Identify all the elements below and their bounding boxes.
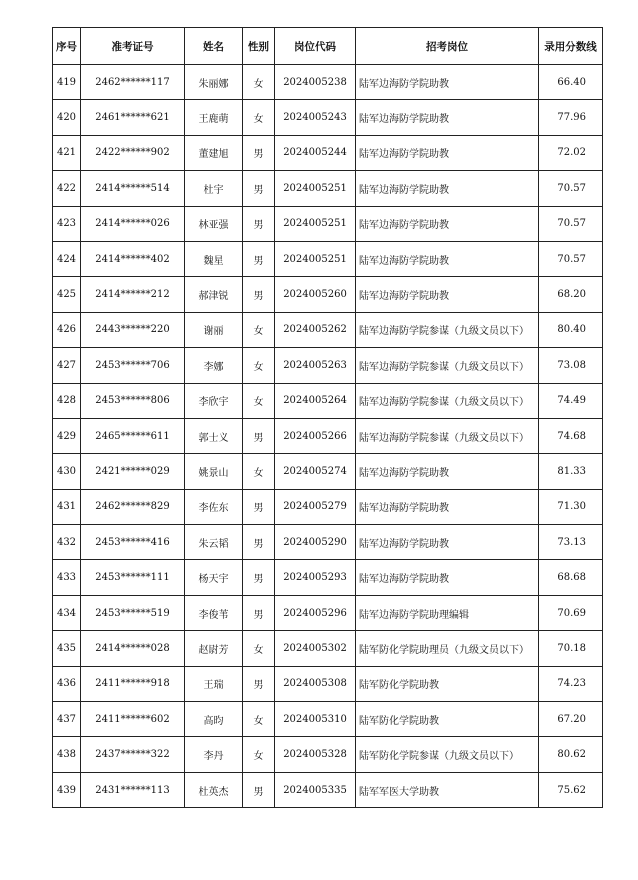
header-ticket: 准考证号 (81, 28, 185, 65)
cell-position: 陆军边海防学院助教 (356, 135, 539, 170)
cell-code: 2024005244 (275, 135, 356, 170)
cell-code: 2024005251 (275, 241, 356, 276)
cell-gender: 男 (243, 135, 275, 170)
cell-position: 陆军军医大学助教 (356, 772, 539, 807)
cell-name: 林亚强 (185, 206, 243, 241)
table-row (53, 65, 603, 100)
cell-seq: 423 (53, 206, 81, 241)
cell-code: 2024005335 (275, 772, 356, 807)
cell-name: 李俊苇 (185, 595, 243, 630)
header-gender: 性别 (243, 28, 275, 65)
cell-seq: 428 (53, 383, 81, 418)
cell-position: 陆军边海防学院参谋（九级文员以下） (356, 348, 539, 383)
cell-ticket: 2411******918 (81, 666, 185, 701)
cell-ticket: 2465******611 (81, 418, 185, 453)
cell-score: 73.13 (539, 525, 603, 560)
table-header-row (53, 28, 603, 65)
cell-code: 2024005328 (275, 737, 356, 772)
cell-gender: 女 (243, 312, 275, 347)
cell-seq: 421 (53, 135, 81, 170)
table-row (53, 631, 603, 666)
table-row (53, 560, 603, 595)
cell-position: 陆军防化学院参谋（九级文员以下） (356, 737, 539, 772)
cell-gender: 男 (243, 772, 275, 807)
cell-name: 董建旭 (185, 135, 243, 170)
cell-ticket: 2443******220 (81, 312, 185, 347)
table-row (53, 383, 603, 418)
cell-gender: 女 (243, 65, 275, 100)
cell-code: 2024005262 (275, 312, 356, 347)
cell-name: 杜英杰 (185, 772, 243, 807)
cell-name: 赵尉芳 (185, 631, 243, 666)
cell-code: 2024005251 (275, 171, 356, 206)
cell-position: 陆军边海防学院助教 (356, 454, 539, 489)
header-code: 岗位代码 (275, 28, 356, 65)
cell-position: 陆军边海防学院参谋（九级文员以下） (356, 418, 539, 453)
cell-seq: 439 (53, 772, 81, 807)
cell-seq: 429 (53, 418, 81, 453)
cell-seq: 424 (53, 241, 81, 276)
cell-gender: 女 (243, 702, 275, 737)
cell-name: 王瑞 (185, 666, 243, 701)
table-row (53, 595, 603, 630)
cell-ticket: 2453******111 (81, 560, 185, 595)
table-row (53, 772, 603, 807)
cell-name: 姚景山 (185, 454, 243, 489)
cell-score: 70.18 (539, 631, 603, 666)
cell-code: 2024005290 (275, 525, 356, 560)
cell-ticket: 2453******519 (81, 595, 185, 630)
cell-position: 陆军边海防学院参谋（九级文员以下） (356, 383, 539, 418)
cell-ticket: 2453******416 (81, 525, 185, 560)
table-row (53, 171, 603, 206)
cell-position: 陆军防化学院助教 (356, 702, 539, 737)
cell-seq: 431 (53, 489, 81, 524)
cell-gender: 女 (243, 100, 275, 135)
cell-code: 2024005264 (275, 383, 356, 418)
cell-code: 2024005279 (275, 489, 356, 524)
table-row (53, 135, 603, 170)
cell-code: 2024005293 (275, 560, 356, 595)
table-row (53, 241, 603, 276)
cell-ticket: 2414******026 (81, 206, 185, 241)
cell-gender: 男 (243, 418, 275, 453)
cell-gender: 男 (243, 277, 275, 312)
cell-gender: 女 (243, 737, 275, 772)
table-row (53, 702, 603, 737)
cell-seq: 437 (53, 702, 81, 737)
cell-score: 80.62 (539, 737, 603, 772)
cell-name: 朱丽娜 (185, 65, 243, 100)
cell-gender: 女 (243, 454, 275, 489)
table-row (53, 206, 603, 241)
cell-position: 陆军边海防学院助教 (356, 100, 539, 135)
cell-score: 77.96 (539, 100, 603, 135)
cell-name: 朱云韬 (185, 525, 243, 560)
cell-code: 2024005251 (275, 206, 356, 241)
table-row (53, 666, 603, 701)
cell-ticket: 2421******029 (81, 454, 185, 489)
document-page (52, 27, 597, 808)
cell-gender: 男 (243, 171, 275, 206)
cell-code: 2024005296 (275, 595, 356, 630)
header-seq: 序号 (53, 28, 81, 65)
cell-seq: 422 (53, 171, 81, 206)
cell-ticket: 2414******212 (81, 277, 185, 312)
cell-ticket: 2461******621 (81, 100, 185, 135)
cell-position: 陆军边海防学院助教 (356, 241, 539, 276)
cell-position: 陆军边海防学院助教 (356, 277, 539, 312)
table-row (53, 348, 603, 383)
table-row (53, 489, 603, 524)
cell-score: 68.20 (539, 277, 603, 312)
cell-seq: 420 (53, 100, 81, 135)
cell-seq: 425 (53, 277, 81, 312)
cell-gender: 女 (243, 383, 275, 418)
cell-seq: 434 (53, 595, 81, 630)
cell-ticket: 2414******028 (81, 631, 185, 666)
cell-position: 陆军边海防学院助教 (356, 206, 539, 241)
cell-name: 魏星 (185, 241, 243, 276)
cell-ticket: 2437******322 (81, 737, 185, 772)
cell-name: 李丹 (185, 737, 243, 772)
cell-position: 陆军防化学院助教 (356, 666, 539, 701)
cell-code: 2024005274 (275, 454, 356, 489)
cell-code: 2024005260 (275, 277, 356, 312)
cell-position: 陆军边海防学院助教 (356, 525, 539, 560)
cell-code: 2024005308 (275, 666, 356, 701)
cell-position: 陆军边海防学院参谋（九级文员以下） (356, 312, 539, 347)
cell-seq: 426 (53, 312, 81, 347)
cell-position: 陆军边海防学院助教 (356, 489, 539, 524)
cell-gender: 女 (243, 631, 275, 666)
cell-score: 68.68 (539, 560, 603, 595)
cell-score: 73.08 (539, 348, 603, 383)
cell-score: 70.57 (539, 206, 603, 241)
cell-gender: 男 (243, 241, 275, 276)
cell-gender: 男 (243, 666, 275, 701)
cell-seq: 430 (53, 454, 81, 489)
cell-score: 71.30 (539, 489, 603, 524)
cell-code: 2024005266 (275, 418, 356, 453)
cell-ticket: 2431******113 (81, 772, 185, 807)
header-name: 姓名 (185, 28, 243, 65)
cell-seq: 438 (53, 737, 81, 772)
table-row (53, 277, 603, 312)
cell-gender: 女 (243, 348, 275, 383)
cell-name: 谢丽 (185, 312, 243, 347)
cell-position: 陆军边海防学院助理编辑 (356, 595, 539, 630)
cell-seq: 433 (53, 560, 81, 595)
cell-gender: 男 (243, 206, 275, 241)
cell-seq: 436 (53, 666, 81, 701)
cell-ticket: 2422******902 (81, 135, 185, 170)
cell-position: 陆军边海防学院助教 (356, 560, 539, 595)
cell-code: 2024005238 (275, 65, 356, 100)
cell-score: 74.49 (539, 383, 603, 418)
table-row (53, 100, 603, 135)
header-score: 录用分数线 (539, 28, 603, 65)
cell-name: 杨天宇 (185, 560, 243, 595)
cell-name: 高昀 (185, 702, 243, 737)
cell-ticket: 2414******402 (81, 241, 185, 276)
cell-score: 74.23 (539, 666, 603, 701)
cell-score: 80.40 (539, 312, 603, 347)
cell-gender: 男 (243, 525, 275, 560)
cell-name: 李娜 (185, 348, 243, 383)
cell-name: 郝津锐 (185, 277, 243, 312)
cell-position: 陆军防化学院助理员（九级文员以下） (356, 631, 539, 666)
cell-position: 陆军边海防学院助教 (356, 171, 539, 206)
cell-score: 75.62 (539, 772, 603, 807)
cell-ticket: 2462******117 (81, 65, 185, 100)
score-table (52, 27, 603, 808)
cell-seq: 435 (53, 631, 81, 666)
cell-gender: 男 (243, 489, 275, 524)
cell-gender: 男 (243, 560, 275, 595)
cell-name: 郭士义 (185, 418, 243, 453)
cell-code: 2024005263 (275, 348, 356, 383)
cell-ticket: 2453******806 (81, 383, 185, 418)
cell-ticket: 2453******706 (81, 348, 185, 383)
table-row (53, 737, 603, 772)
cell-name: 李佐东 (185, 489, 243, 524)
cell-score: 70.57 (539, 241, 603, 276)
cell-score: 81.33 (539, 454, 603, 489)
table-row (53, 312, 603, 347)
cell-score: 70.69 (539, 595, 603, 630)
cell-seq: 419 (53, 65, 81, 100)
cell-code: 2024005302 (275, 631, 356, 666)
cell-position: 陆军边海防学院助教 (356, 65, 539, 100)
table-row (53, 454, 603, 489)
table-row (53, 418, 603, 453)
cell-ticket: 2411******602 (81, 702, 185, 737)
cell-code: 2024005243 (275, 100, 356, 135)
cell-score: 66.40 (539, 65, 603, 100)
cell-score: 74.68 (539, 418, 603, 453)
cell-code: 2024005310 (275, 702, 356, 737)
cell-ticket: 2462******829 (81, 489, 185, 524)
cell-score: 67.20 (539, 702, 603, 737)
cell-score: 70.57 (539, 171, 603, 206)
cell-name: 杜宇 (185, 171, 243, 206)
cell-seq: 427 (53, 348, 81, 383)
cell-ticket: 2414******514 (81, 171, 185, 206)
table-row (53, 525, 603, 560)
cell-gender: 男 (243, 595, 275, 630)
cell-name: 李欣宇 (185, 383, 243, 418)
cell-seq: 432 (53, 525, 81, 560)
header-position: 招考岗位 (356, 28, 539, 65)
cell-score: 72.02 (539, 135, 603, 170)
cell-name: 王鹿萌 (185, 100, 243, 135)
